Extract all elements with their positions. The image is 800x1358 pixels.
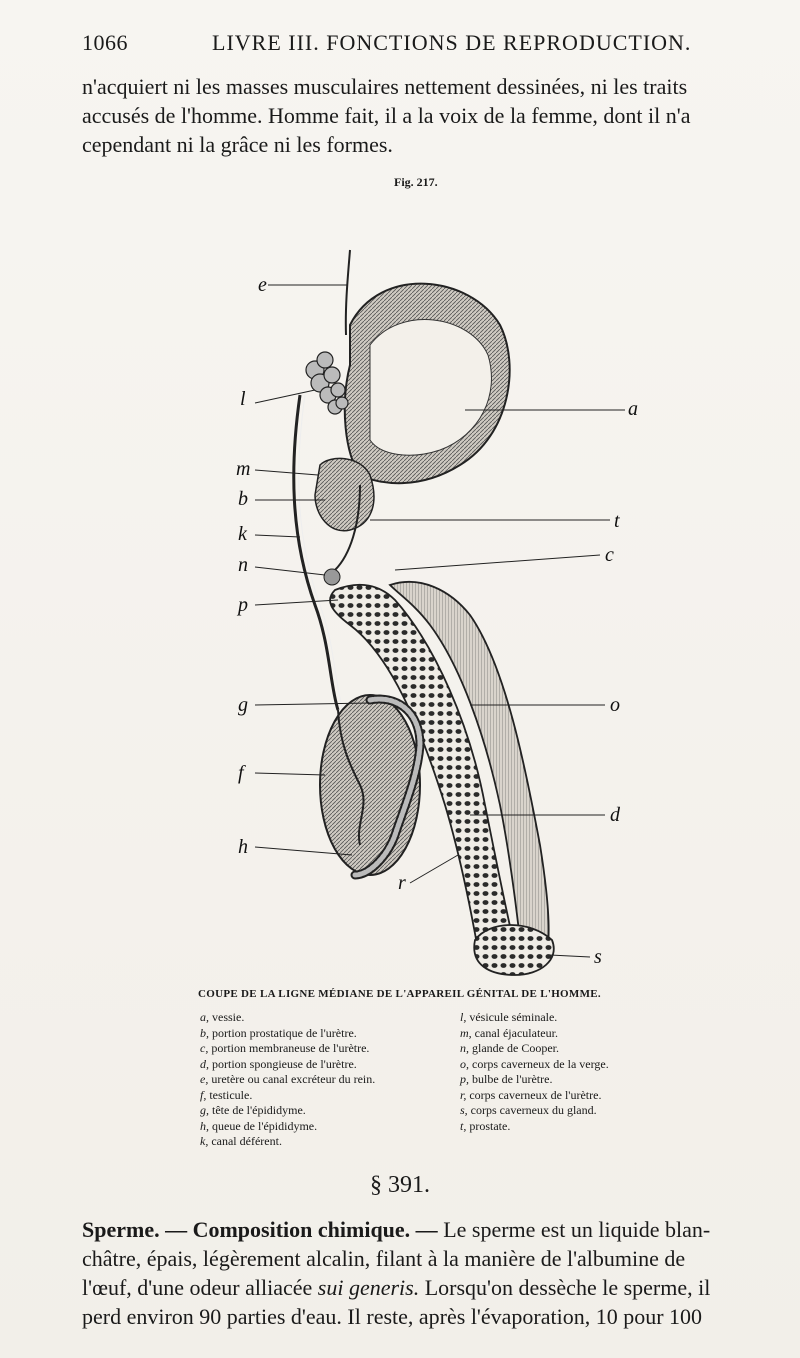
fig-letter-d: d [610, 804, 620, 826]
fig-letter-g: g [238, 694, 248, 716]
intro-line: accusés de l'homme. Homme fait, il a la voix de la femme, dont il n'a [82, 103, 691, 128]
fig-letter-c: c [605, 544, 614, 566]
intro-paragraph [82, 72, 772, 159]
fig-letter-f: f [238, 762, 244, 784]
figure-caption-title: COUPE DE LA LIGNE MÉDIANE DE L'APPAREIL GÉNITAL DE L'HOMME. [198, 988, 601, 1000]
intro-line: cependant ni la grâce ni les formes. [82, 132, 393, 157]
body-line: châtre, épais, légèrement alcalin, filant à la manière de l'albumine de [82, 1246, 686, 1271]
body-line: Sperme. — Composition chimique. — Le sperme est un liquide blan- [82, 1217, 711, 1242]
fig-letter-m: m [236, 458, 251, 480]
legend-item: b, portion prostatique de l'urètre. [200, 1025, 357, 1040]
legend-item: d, portion spongieuse de l'urètre. [200, 1056, 357, 1071]
legend-item: m, canal éjaculateur. [460, 1025, 558, 1040]
page-number: 1066 [82, 30, 128, 55]
fig-letter-a: a [628, 398, 638, 420]
fig-letter-t: t [614, 510, 620, 532]
legend-item: t, prostate. [460, 1118, 511, 1133]
fig-letter-h: h [238, 836, 248, 858]
fig-letter-e: e [258, 274, 267, 296]
fig-letter-p: p [238, 594, 248, 616]
body-paragraph [82, 1215, 772, 1331]
legend-item: l, vésicule séminale. [460, 1010, 558, 1024]
fig-letter-n: n [238, 554, 248, 576]
fig-letter-k: k [238, 523, 247, 545]
figure-label: Fig. 217. [394, 175, 438, 189]
legend-item: k, canal déférent. [200, 1134, 282, 1148]
legend-item: f, testicule. [200, 1087, 253, 1102]
body-line: perd environ 90 parties d'eau. Il reste, après l'évaporation, 10 pour 100 [82, 1304, 703, 1329]
fig-letter-r: r [398, 872, 406, 894]
figure-drawing [220, 205, 660, 985]
legend-item: a, vessie. [200, 1010, 245, 1024]
section-number: § 391. [370, 1172, 430, 1198]
fig-letter-l: l [240, 388, 246, 410]
fig-letter-b: b [238, 488, 248, 510]
legend-item: s, corps caverneux du gland. [460, 1103, 597, 1117]
legend-item: n, glande de Cooper. [460, 1041, 559, 1055]
anatomical-figure [220, 205, 660, 985]
legend-item: e, uretère ou canal excréteur du rein. [200, 1072, 376, 1086]
legend-left [200, 1010, 375, 1150]
legend-item: r, corps caverneux de l'urètre. [460, 1087, 602, 1102]
legend-item: h, queue de l'épididyme. [200, 1118, 318, 1133]
body-line: l'œuf, d'une odeur alliacée sui generis. Lorsqu'on dessèche le sperme, il [82, 1275, 711, 1300]
legend-item: p, bulbe de l'urètre. [460, 1072, 553, 1086]
running-title: LIVRE III. FONCTIONS DE REPRODUCTION. [212, 30, 692, 55]
fig-letter-o: o [610, 694, 620, 716]
legend-item: g, tête de l'épididyme. [200, 1103, 306, 1117]
legend-right [460, 1010, 609, 1134]
legend-item: o, corps caverneux de la verge. [460, 1056, 609, 1071]
fig-letter-s: s [594, 946, 602, 968]
legend-item: c, portion membraneuse de l'urètre. [200, 1041, 370, 1055]
section-heading: Sperme. — Composition chimique. — [82, 1217, 438, 1242]
intro-line: n'acquiert ni les masses musculaires nettement dessinées, ni les traits [82, 74, 688, 99]
